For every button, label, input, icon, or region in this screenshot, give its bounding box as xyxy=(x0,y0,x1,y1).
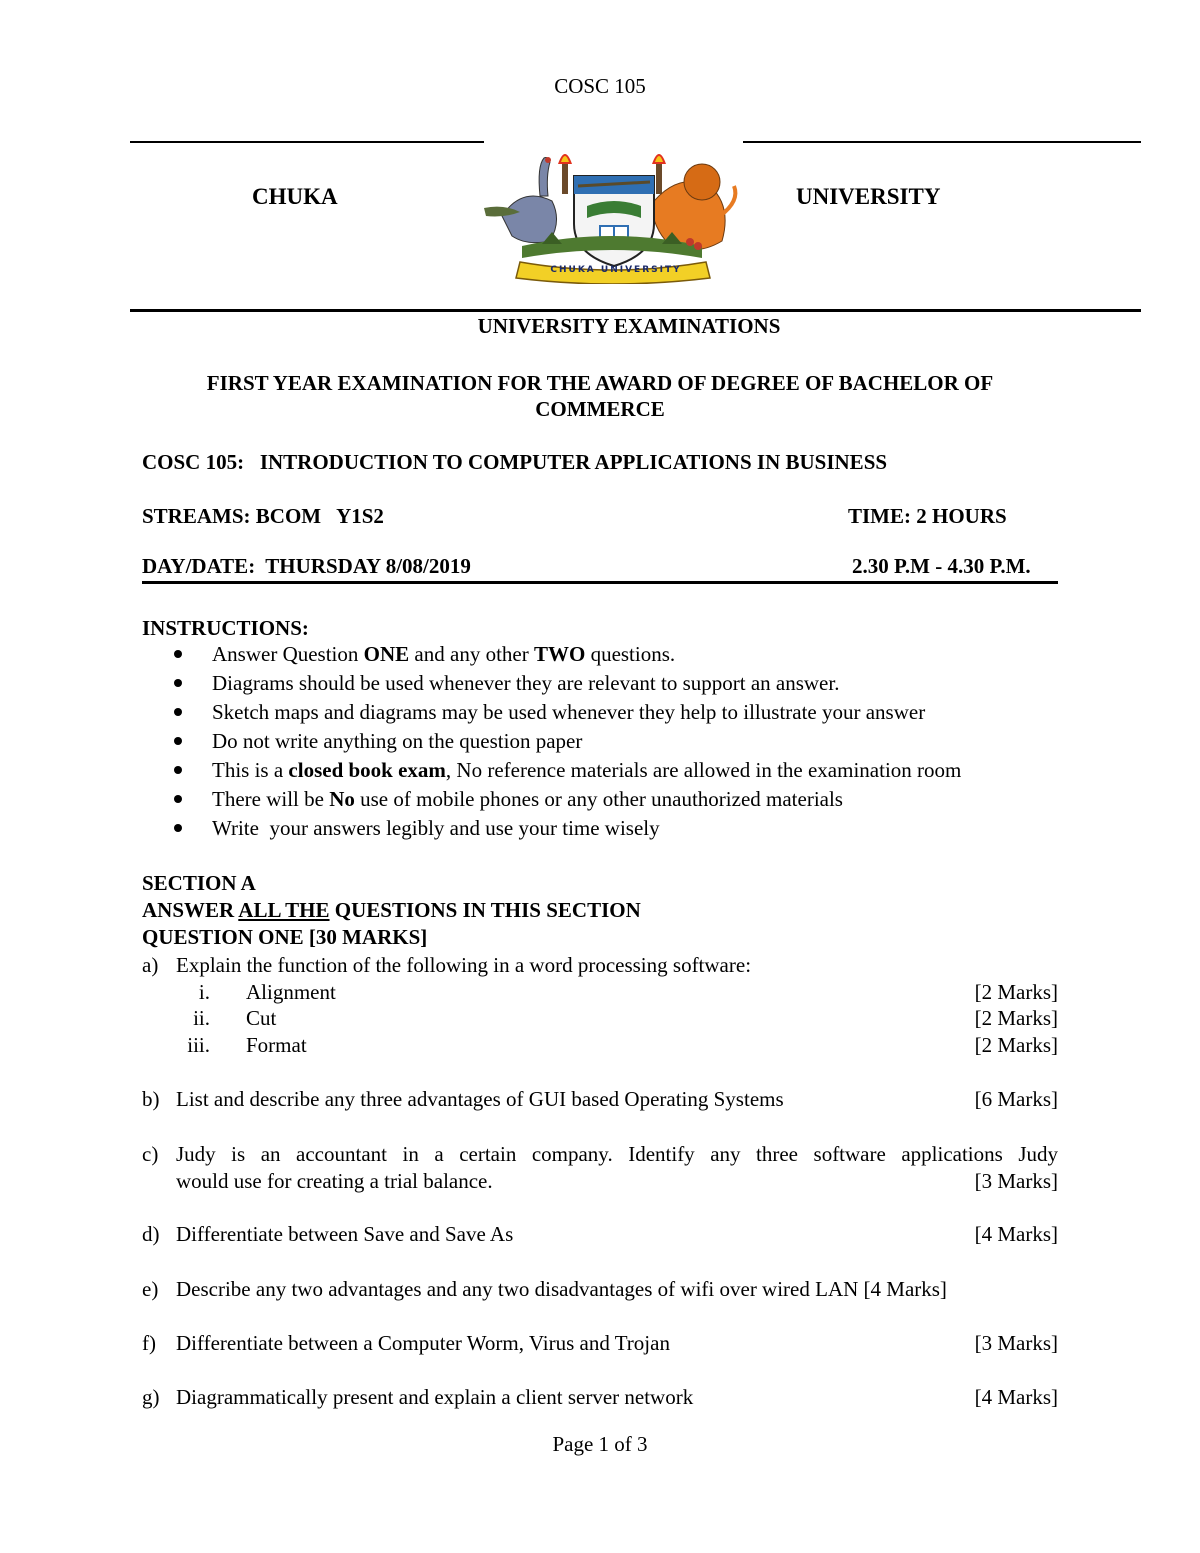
sub-number: iii. xyxy=(187,1033,210,1057)
sub-number: i. xyxy=(198,980,210,1004)
instruction-item: There will be No use of mobile phones or any other unauthorized materials xyxy=(172,785,961,814)
question-letter: f) xyxy=(142,1331,156,1355)
sub-text: Cut xyxy=(246,1006,277,1030)
degree-title-line2: COMMERCE xyxy=(535,397,665,421)
question-letter: e) xyxy=(142,1277,159,1301)
header-right-word: UNIVERSITY xyxy=(796,184,941,209)
question-text: Explain the function of the following in a word processing software: xyxy=(176,953,752,977)
question-letter: d) xyxy=(142,1222,160,1246)
question-text-continued: would use for creating a trial balance. xyxy=(176,1169,493,1193)
question-letter: c) xyxy=(142,1142,159,1166)
bullet-icon xyxy=(174,795,182,803)
daydate-label: DAY/DATE: THURSDAY 8/08/2019 xyxy=(142,554,471,578)
header-rule-right xyxy=(743,141,1141,143)
title-bottom-rule xyxy=(142,581,1058,584)
bullet-icon xyxy=(174,737,182,745)
section-title: SECTION A xyxy=(142,871,256,895)
marks-label: [6 Marks] xyxy=(974,1087,1058,1111)
marks-label: [2 Marks] xyxy=(974,1033,1058,1057)
section-instruction: ANSWER ALL THE QUESTIONS IN THIS SECTION xyxy=(142,898,641,922)
sub-text: Alignment xyxy=(246,980,336,1004)
page-number: Page 1 of 3 xyxy=(552,1432,648,1456)
header-rule-left xyxy=(130,141,484,143)
bullet-icon xyxy=(174,708,182,716)
university-crest-logo xyxy=(482,146,744,284)
question-one-heading: QUESTION ONE [30 MARKS] xyxy=(142,925,428,949)
header-left-word: CHUKA xyxy=(252,184,338,209)
streams-label: STREAMS: BCOM Y1S2 xyxy=(142,504,384,528)
instruction-item: Diagrams should be used whenever they are relevant to support an answer. xyxy=(172,669,961,698)
header-bottom-rule xyxy=(130,309,1141,312)
crest-ribbon-text: CHUKA UNIVERSITY xyxy=(550,265,682,275)
bullet-icon xyxy=(174,650,182,658)
question-text: Differentiate between Save and Save As xyxy=(176,1222,514,1246)
marks-label: [3 Marks] xyxy=(974,1331,1058,1355)
exam-type-title: UNIVERSITY EXAMINATIONS xyxy=(477,314,781,338)
degree-title-line1: FIRST YEAR EXAMINATION FOR THE AWARD OF DEGREE OF BACHELOR OF xyxy=(206,371,994,395)
instruction-item: Write your answers legibly and use your time wisely xyxy=(172,814,961,843)
instruction-item: This is a closed book exam, No reference materials are allowed in the examination room xyxy=(172,756,961,785)
question-text: List and describe any three advantages of GUI based Operating Systems xyxy=(176,1087,784,1111)
marks-label: [2 Marks] xyxy=(974,980,1058,1004)
bullet-icon xyxy=(174,824,182,832)
sub-number: ii. xyxy=(193,1006,210,1030)
marks-label: [4 Marks] xyxy=(974,1222,1058,1246)
instruction-item: Answer Question ONE and any other TWO questions. xyxy=(172,640,961,669)
question-letter: g) xyxy=(142,1385,160,1409)
instruction-item: Sketch maps and diagrams may be used whenever they help to illustrate your answer xyxy=(172,698,961,727)
bullet-icon xyxy=(174,679,182,687)
marks-label: [2 Marks] xyxy=(974,1006,1058,1030)
header-course-code: COSC 105 xyxy=(554,74,646,98)
question-text: Describe any two advantages and any two disadvantages of wifi over wired LAN [4 Marks] xyxy=(176,1277,947,1301)
question-text: Diagrammatically present and explain a client server network xyxy=(176,1385,694,1409)
instructions-list xyxy=(172,640,961,843)
time-label: TIME: 2 HOURS xyxy=(848,504,1007,528)
marks-label: [3 Marks] xyxy=(974,1169,1058,1193)
sub-text: Format xyxy=(246,1033,307,1057)
instructions-heading: INSTRUCTIONS: xyxy=(142,616,309,640)
bullet-icon xyxy=(174,766,182,774)
course-title: COSC 105: INTRODUCTION TO COMPUTER APPLICATIONS IN BUSINESS xyxy=(142,450,888,474)
marks-label: [4 Marks] xyxy=(974,1385,1058,1409)
question-text: Judy is an accountant in a certain company. Identify any three software applications Judy xyxy=(176,1142,1058,1166)
instruction-item: Do not write anything on the question paper xyxy=(172,727,961,756)
question-text: Differentiate between a Computer Worm, Virus and Trojan xyxy=(176,1331,670,1355)
question-letter: b) xyxy=(142,1087,160,1111)
question-letter: a) xyxy=(142,953,159,977)
exam-hours-label: 2.30 P.M - 4.30 P.M. xyxy=(852,554,1031,578)
